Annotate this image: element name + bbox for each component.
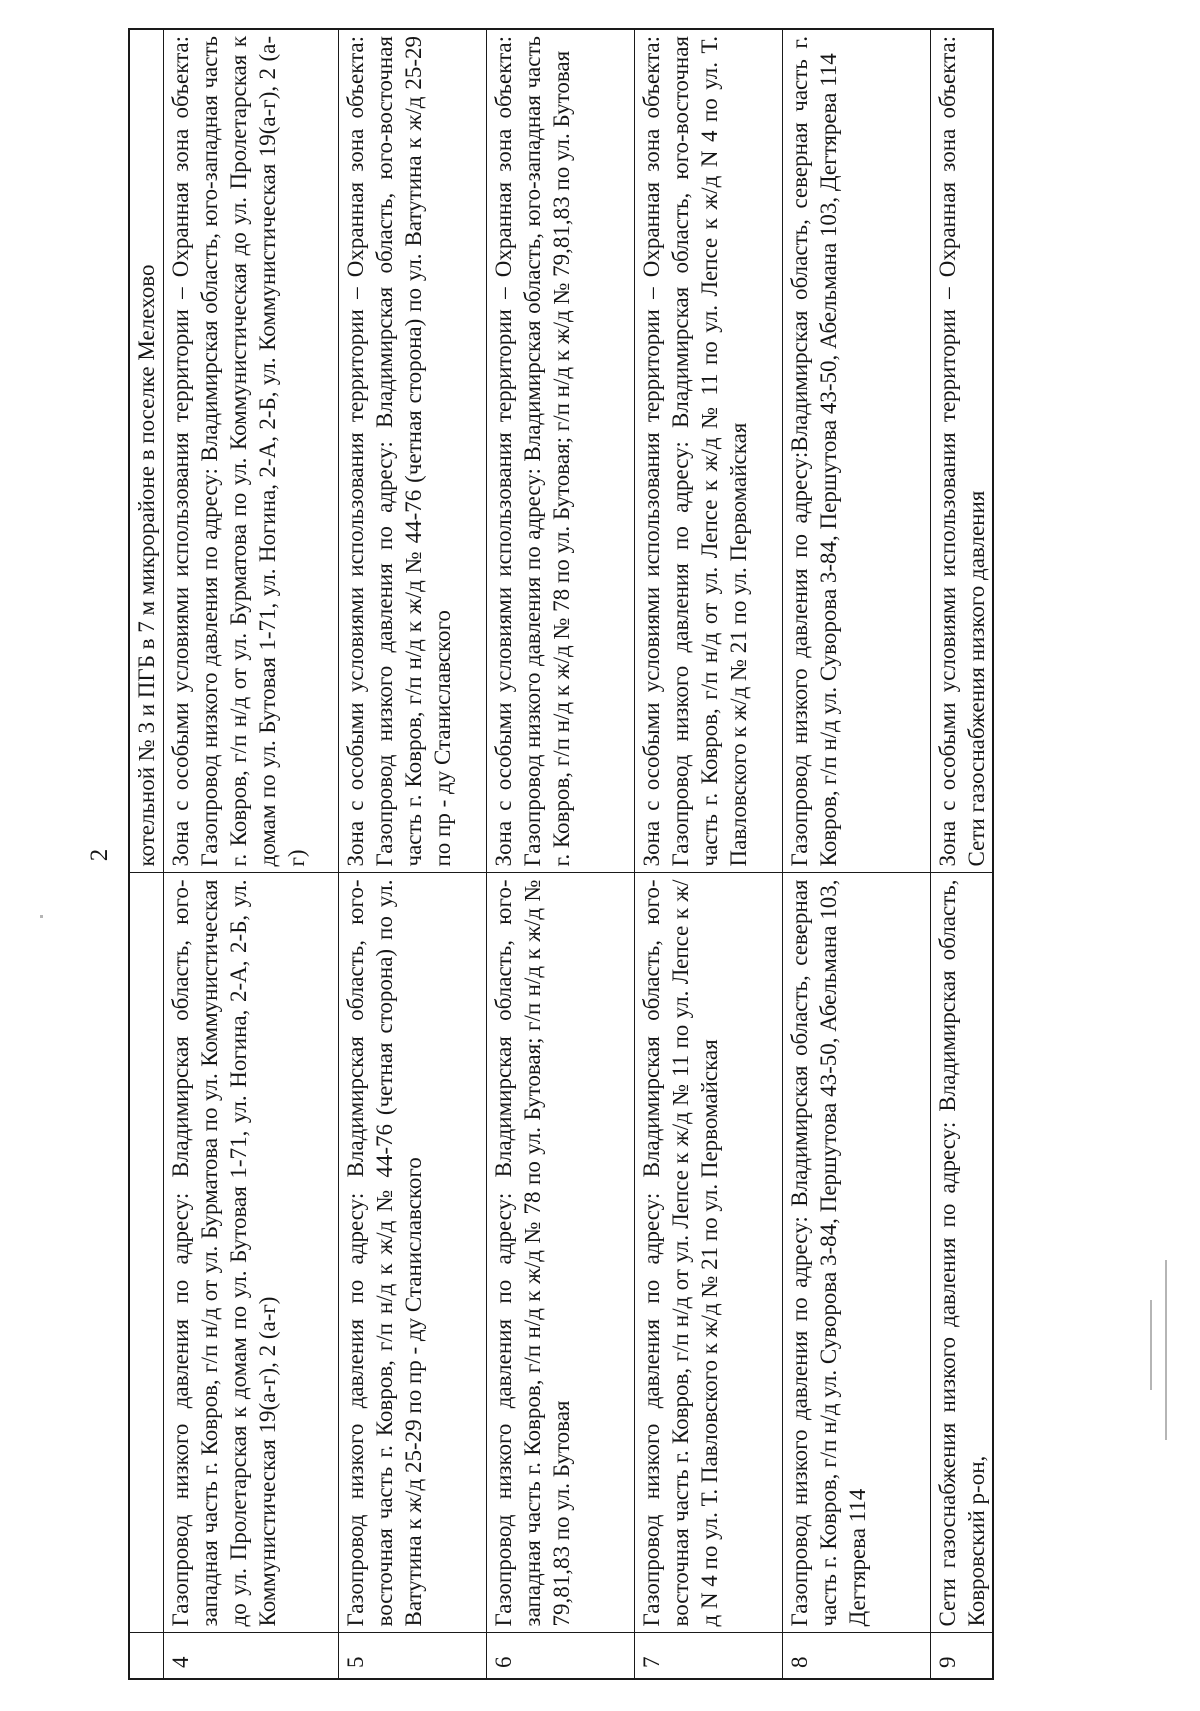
zone-cell: Зона с особыми условиями использования территории – Охранная зона объекта: Сети газоснабжения низкого давления (931, 29, 994, 873)
row-number: 5 (339, 1633, 487, 1679)
zone-cell: котельной № 3 и ПГБ в 7 м микрорайоне в поселке Мелехово (129, 29, 164, 873)
object-cell: Газопровод низкого давления по адресу: Владимирская область, северная часть г. Ковров, г/п н/д ул. Суворова 3-84, Першутова 43-50, Абельмана 103, Дегтярева 114 (783, 873, 931, 1633)
object-cell (129, 873, 164, 1633)
scan-artifact (40, 915, 43, 918)
scan-artifact (1150, 1300, 1152, 1390)
object-cell: Газопровод низкого давления по адресу: Владимирская область, юго-западная часть г. Ковров, г/п н/д от ул. Бурматова по ул. Коммунистическая до ул. Пролетарская к домам по ул. Бутовая 1-71, ул. Ногина, 2-А, 2-Б, ул. Коммунистическая 19(а-г), 2 (а-г) (164, 873, 339, 1633)
table-row (931, 29, 994, 1679)
object-cell: Газопровод низкого давления по адресу: Владимирская область, юго-восточная часть г. Ковров, г/п н/д к ж/д № 44-76 (четная сторона) по ул. Ватутина к ж/д 25-29 по пр - ду Станиславского (339, 873, 487, 1633)
row-number: 4 (164, 1633, 339, 1679)
row-number: 8 (783, 1633, 931, 1679)
zone-cell: Зона с особыми условиями использования территории – Охранная зона объекта: Газопровод низкого давления по адресу: Владимирская область, юго-восточная часть г. Ковров, г/п н/д от ул. Лепсе к ж/д № 11 по ул. Лепсе к ж/д N 4 по ул. Т. Павловского к ж/д № 21 по ул. Первомайская (635, 29, 783, 873)
table-row (164, 29, 339, 1679)
table-row (129, 29, 164, 1679)
row-number: 7 (635, 1633, 783, 1679)
row-number: 9 (931, 1633, 994, 1679)
table-row (487, 29, 635, 1679)
row-number (129, 1633, 164, 1679)
zone-cell: Зона с особыми условиями использования территории – Охранная зона объекта: Газопровод низкого давления по адресу: Владимирская область, юго-западная часть г. Ковров, г/п н/д к ж/д № 78 по ул. Бутовая; г/п н/д к ж/д № 79,81,83 по ул. Бутовая (487, 29, 635, 873)
row-number: 6 (487, 1633, 635, 1679)
table-row (339, 29, 487, 1679)
document-page (86, 30, 1088, 1680)
zone-cell: Газопровод низкого давления по адресу:Владимирская область, северная часть г. Ковров, г/п н/д ул. Суворова 3-84, Першутова 43-50, Абельмана 103, Дегтярева 114 (783, 29, 931, 873)
object-cell: Газопровод низкого давления по адресу: Владимирская область, юго-западная часть г. Ковров, г/п н/д к ж/д № 78 по ул. Бутовая; г/п н/д к ж/д № 79,81,83 по ул. Бутовая (487, 873, 635, 1633)
object-cell: Газопровод низкого давления по адресу: Владимирская область, юго-восточная часть г. Ковров, г/п н/д от ул. Лепсе к ж/д № 11 по ул. Лепсе к ж/д N 4 по ул. Т. Павловского к ж/д № 21 по ул. Первомайская (635, 873, 783, 1633)
table-row (783, 29, 931, 1679)
page-number: 2 (86, 848, 113, 862)
zone-cell: Зона с особыми условиями использования территории – Охранная зона объекта: Газопровод низкого давления по адресу: Владимирская область, юго-восточная часть г. Ковров, г/п н/д к ж/д № 44-76 (четная сторона) по ул. Ватутина к ж/д 25-29 по пр - ду Станиславского (339, 29, 487, 873)
object-cell: Сети газоснабжения низкого давления по адресу: Владимирская область, Ковровский р-он, (931, 873, 994, 1633)
table-row (635, 29, 783, 1679)
zone-cell: Зона с особыми условиями использования территории – Охранная зона объекта: Газопровод низкого давления по адресу: Владимирская область, юго-западная часть г. Ковров, г/п н/д от ул. Бурматова по ул. Коммунистическая до ул. Пролетарская к домам по ул. Бутовая 1-71, ул. Ногина, 2-А, 2-Б, ул. Коммунистическая 19(а-г), 2 (а-г) (164, 29, 339, 873)
zones-table (128, 28, 994, 1680)
scan-artifact (1165, 1260, 1167, 1440)
